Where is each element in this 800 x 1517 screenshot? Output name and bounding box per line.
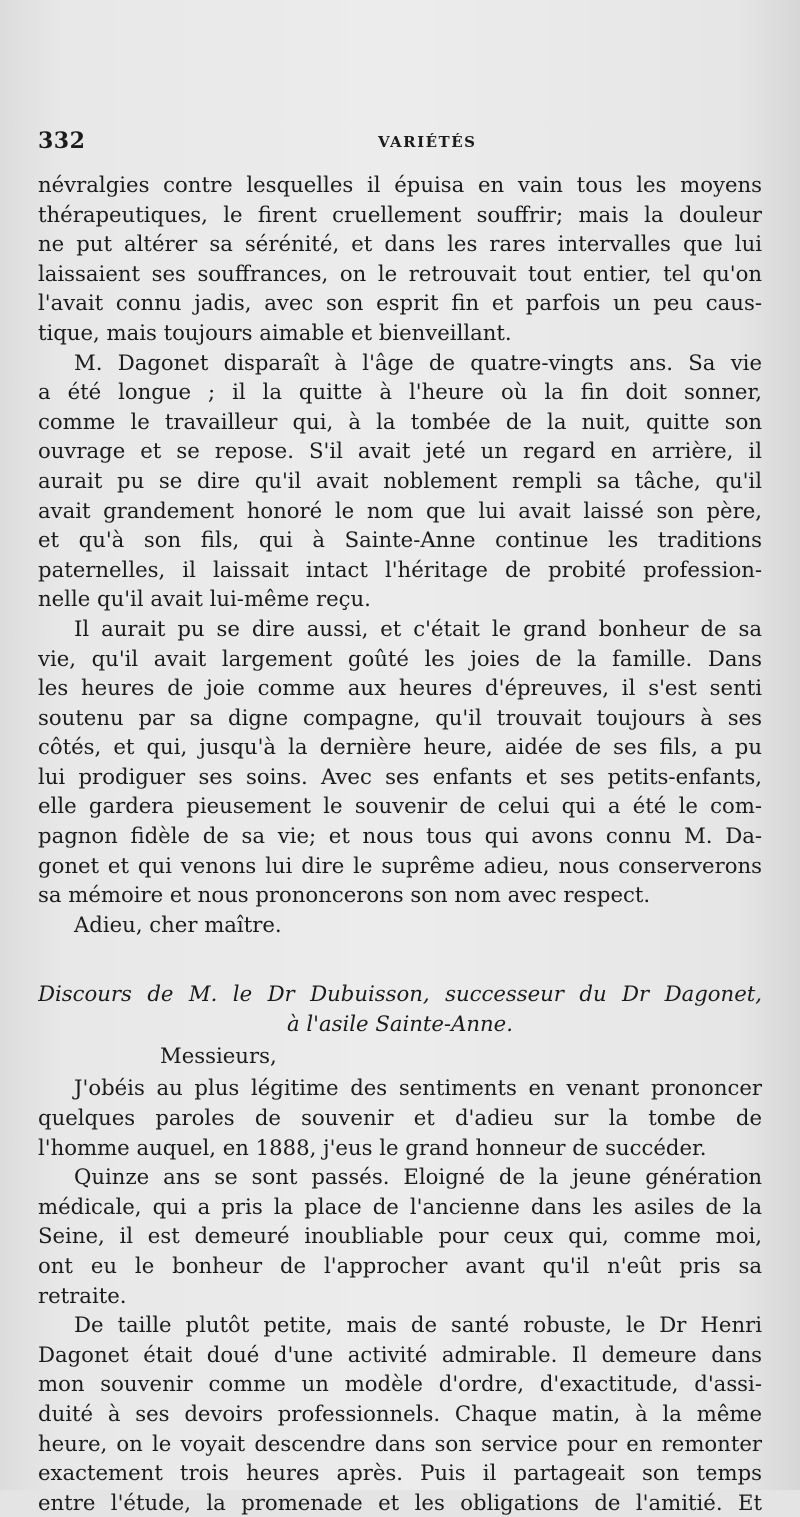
text-line: Dagonet était doué d'une activité admirable. Il demeure dans	[38, 1341, 762, 1367]
text-line: les heures de joie comme aux heures d'épreuves, il s'est senti	[38, 675, 762, 701]
text-line: paternelles, il laissait intact l'héritage de probité profession-	[38, 556, 762, 582]
text-line: lui prodiguer ses soins. Avec ses enfants et ses petits-enfants,	[38, 763, 762, 789]
page-header	[38, 128, 762, 160]
speech-heading-subline: à l'asile Sainte-Anne.	[287, 1011, 513, 1037]
running-head: VARIÉTÉS	[378, 133, 477, 151]
text-line: Adieu, cher maître.	[74, 911, 282, 937]
text-line: Seine, il est demeuré inoubliable pour ceux qui, comme moi,	[38, 1223, 762, 1249]
text-line: l'homme auquel, en 1888, j'eus le grand honneur de succéder.	[38, 1134, 707, 1160]
text-line: médicale, qui a pris la place de l'ancienne dans les asiles de la	[38, 1193, 762, 1219]
text-line: exactement trois heures après. Puis il partageait son temps	[38, 1460, 762, 1486]
text-line: thérapeutiques, le firent cruellement souffrir; mais la douleur	[38, 201, 762, 227]
text-line: aurait pu se dire qu'il avait noblement rempli sa tâche, qu'il	[38, 467, 762, 493]
text-line: nelle qu'il avait lui-même reçu.	[38, 586, 371, 612]
text-line: côtés, et qui, jusqu'à la dernière heure, aidée de ses fils, a pu	[38, 734, 762, 760]
text-line: l'avait connu jadis, avec son esprit fin et parfois un peu caus-	[38, 290, 762, 316]
text-line: mon souvenir comme un modèle d'ordre, d'exactitude, d'assi-	[38, 1371, 762, 1397]
text-line: névralgies contre lesquelles il épuisa en vain tous les moyens	[38, 172, 762, 197]
text-line: comme le travailleur qui, à la tombée de la nuit, quitte son	[38, 408, 762, 434]
text-line: laissaient ses souffrances, on le retrouvait tout entier, tel qu'on	[38, 260, 762, 286]
text-line: duité à ses devoirs professionnels. Chaque matin, à la même	[38, 1400, 762, 1426]
text-line: ne put altérer sa sérénité, et dans les rares intervalles que lui	[38, 231, 762, 257]
text-line: ont eu le bonheur de l'approcher avant qu'il n'eût pris sa	[38, 1253, 762, 1278]
page-number: 332	[38, 128, 86, 154]
text-line: et qu'à son fils, qui à Sainte-Anne continue les traditions	[38, 527, 762, 553]
text-line: J'obéis au plus légitime des sentiments en venant prononcer	[74, 1075, 762, 1101]
text-line: Quinze ans se sont passés. Eloigné de la jeune génération	[74, 1164, 762, 1190]
text-line: M. Dagonet disparaît à l'âge de quatre-vingts ans. Sa vie	[74, 349, 762, 375]
text-line: heure, on le voyait descendre dans son service pour en remonter	[38, 1430, 762, 1456]
salutation: Messieurs,	[160, 1043, 277, 1069]
text-line: gonet et qui venons lui dire le suprême adieu, nous conserverons	[38, 852, 762, 878]
text-line: elle gardera pieusement le souvenir de celui qui a été le com-	[38, 793, 762, 819]
text-line: a été longue ; il la quitte à l'heure où la fin doit sonner,	[38, 379, 762, 405]
text-line: entre l'étude, la promenade et les obligations de l'amitié. Et	[38, 1489, 762, 1515]
text-line: retraite.	[38, 1282, 127, 1308]
section-spacer	[38, 939, 762, 979]
text-line: avait grandement honoré le nom que lui avait laissé son père,	[38, 497, 762, 523]
main-text	[38, 170, 762, 1517]
text-line: sa mémoire et nous prononcerons son nom avec respect.	[38, 882, 651, 908]
speech-heading: Discours de M. le Dr Dubuisson, successeur du Dr Dagonet,	[38, 981, 762, 1007]
text-line: Il aurait pu se dire aussi, et c'était le grand bonheur de sa	[74, 615, 762, 641]
text-line: tique, mais toujours aimable et bienveillant.	[38, 319, 512, 345]
text-line: De taille plutôt petite, mais de santé robuste, le Dr Henri	[74, 1312, 762, 1338]
text-line: vie, qu'il avait largement goûté les joies de la famille. Dans	[38, 645, 762, 671]
text-line: pagnon fidèle de sa vie; et nous tous qui avons connu M. Da-	[38, 823, 762, 849]
text-line: soutenu par sa digne compagne, qu'il trouvait toujours à ses	[38, 704, 762, 730]
text-line: quelques paroles de souvenir et d'adieu sur la tombe de	[38, 1105, 762, 1131]
text-line: ouvrage et se repose. S'il avait jeté un regard en arrière, il	[38, 438, 762, 464]
